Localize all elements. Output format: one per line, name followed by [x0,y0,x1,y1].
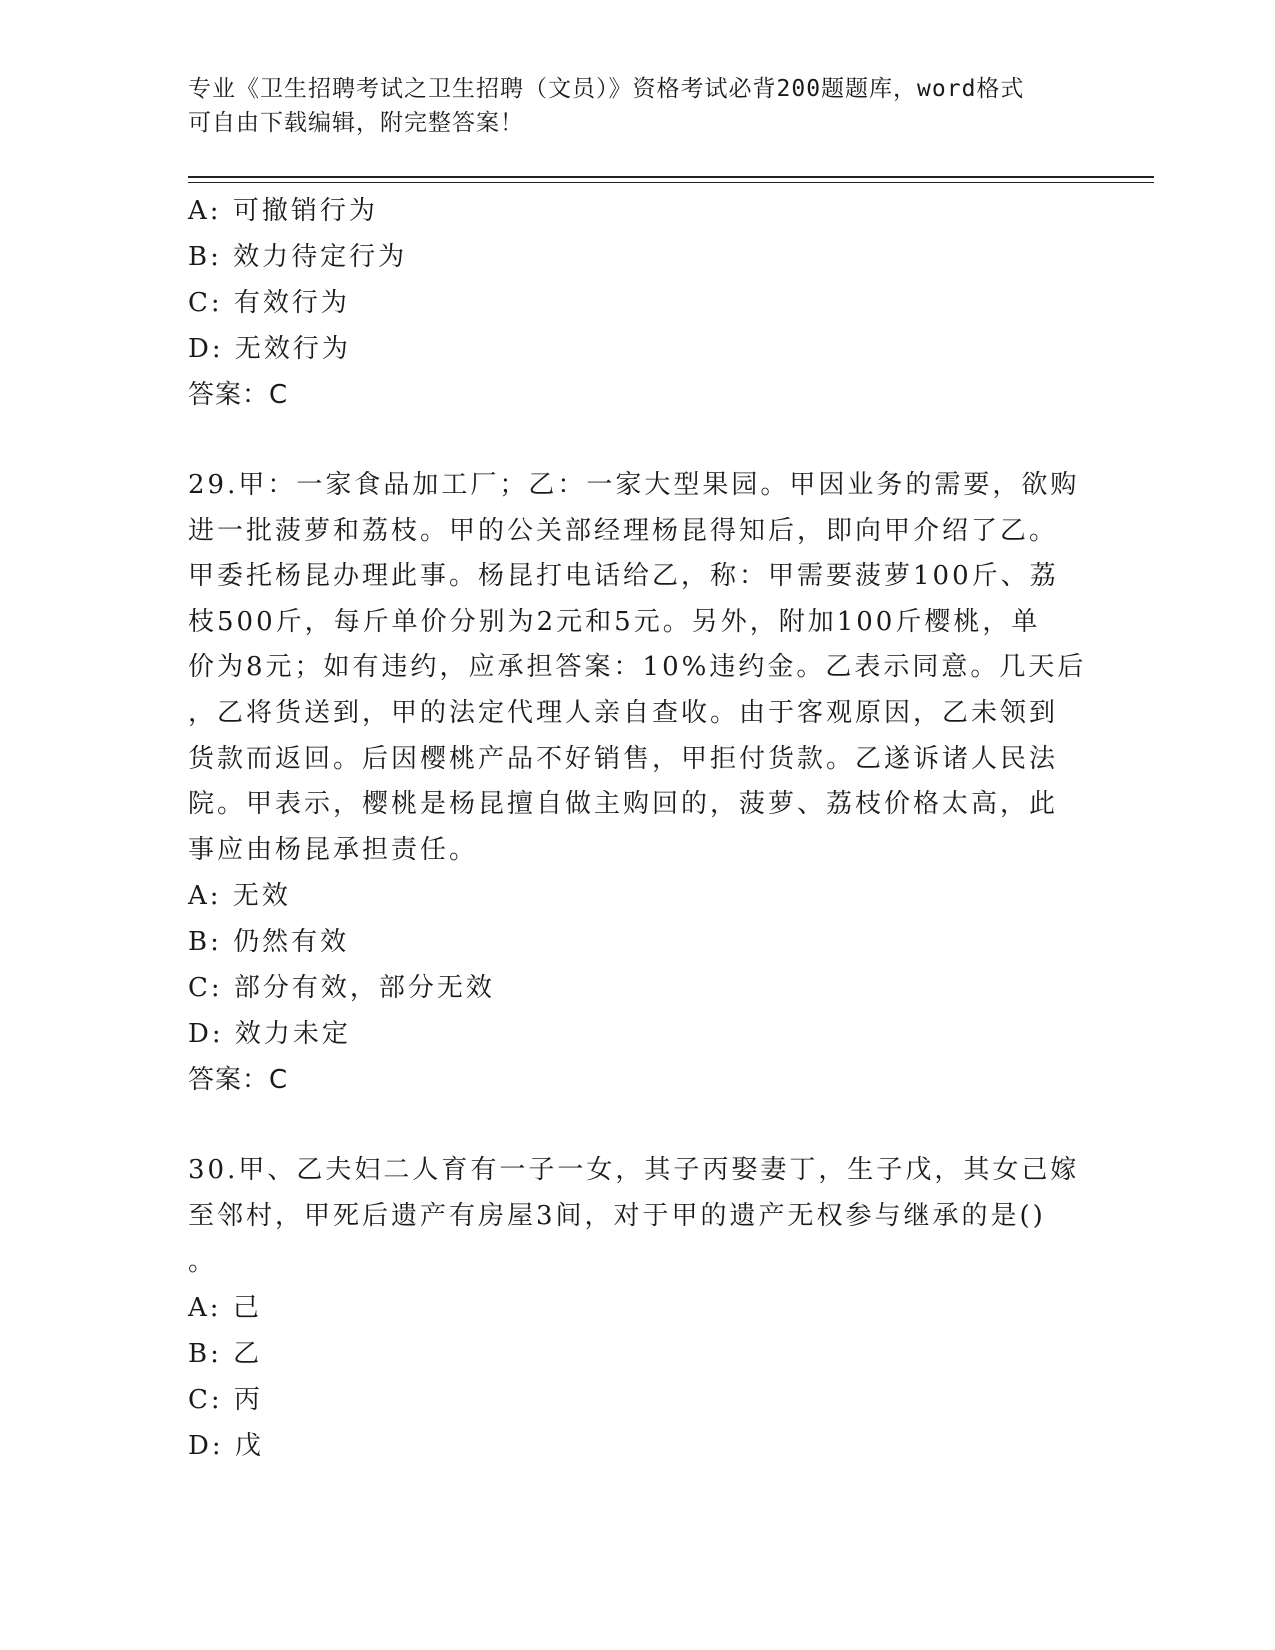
option-text: 丙 [233,1385,263,1416]
option-b [188,919,1088,965]
option-text: 戊 [234,1431,264,1462]
option-label: D: [188,1431,224,1462]
option-b [188,234,1088,280]
option-label: A: [188,881,222,912]
question-line: 货款而返回。后因樱桃产品不好销售，甲拒付货款。乙遂诉诸人民法 [188,743,1059,774]
option-text: 乙 [233,1339,263,1370]
option-label: C: [188,973,223,1004]
option-text: 有效行为 [233,288,350,318]
question-line: 30.甲、乙夫妇二人育有一子一女，其子丙娶妻丁，生子戊，其女己嫁 [188,1155,1080,1186]
question-line: 枝500斤，每斤单价分别为2元和5元。另外，附加100斤樱桃，单 [188,606,1041,637]
option-b [188,1331,1088,1377]
question-line: 甲委托杨昆办理此事。杨昆打电话给乙，称：甲需要菠萝100斤、荔 [188,561,1059,592]
option-text: 效力未定 [234,1019,351,1050]
question-text [188,1148,1088,1285]
spacer [188,1103,1088,1148]
question-28-block [188,188,1088,418]
option-a [188,1285,1088,1331]
header-title-line-1: 专业《卫生招聘考试之卫生招聘（文员）》资格考试必背200题题库，word格式 [188,76,1025,102]
option-d [188,1011,1088,1057]
option-text: 效力待定行为 [233,242,408,272]
question-29-block [188,463,1088,1103]
option-text: 仍然有效 [233,927,350,958]
answer-line: 答案：C [188,380,289,410]
option-label: B: [188,242,222,272]
option-d [188,326,1088,372]
option-label: A: [188,1293,222,1324]
option-c [188,280,1088,326]
option-d [188,1423,1088,1469]
question-line: 价为8元；如有违约，应承担答案：10%违约金。乙表示同意。几天后 [188,652,1087,683]
option-label: C: [188,1385,223,1416]
question-line: 至邻村，甲死后遗产有房屋3间，对于甲的遗产无权参与继承的是() [188,1200,1046,1231]
option-label: B: [188,1339,222,1370]
option-a [188,188,1088,234]
option-c [188,1377,1088,1423]
option-text: 部分有效，部分无效 [233,973,495,1004]
spacer [188,418,1088,463]
question-line: 进一批菠萝和荔枝。甲的公关部经理杨昆得知后，即向甲介绍了乙。 [188,515,1059,546]
answer-line: 答案：C [188,1065,289,1096]
header-title-line-2: 可自由下载编辑，附完整答案！ [188,110,524,136]
option-text: 无效 [232,881,291,912]
question-line: 。 [188,1246,218,1277]
option-c [188,965,1088,1011]
question-text [188,463,1088,873]
document-body [188,188,1088,1469]
question-line: 院。甲表示，樱桃是杨昆擅自做主购回的，菠萝、荔枝价格太高，此 [188,789,1059,820]
option-label: C: [188,288,223,318]
option-label: D: [188,1019,224,1050]
option-label: B: [188,927,222,958]
option-label: A: [188,196,222,226]
option-text: 无效行为 [234,334,351,364]
option-text: 可撤销行为 [232,196,378,226]
question-30-block [188,1148,1088,1469]
question-line: ，乙将货送到，甲的法定代理人亲自查收。由于客观原因，乙未领到 [188,697,1059,728]
header-divider-thick [188,176,1154,178]
question-line: 29.甲：一家食品加工厂；乙：一家大型果园。甲因业务的需要，欲购 [188,470,1080,500]
option-text: 己 [232,1293,262,1324]
question-line: 事应由杨昆承担责任。 [188,834,479,865]
option-label: D: [188,334,224,364]
document-header [188,72,1088,140]
option-a [188,873,1088,919]
header-divider-thin [188,182,1154,183]
